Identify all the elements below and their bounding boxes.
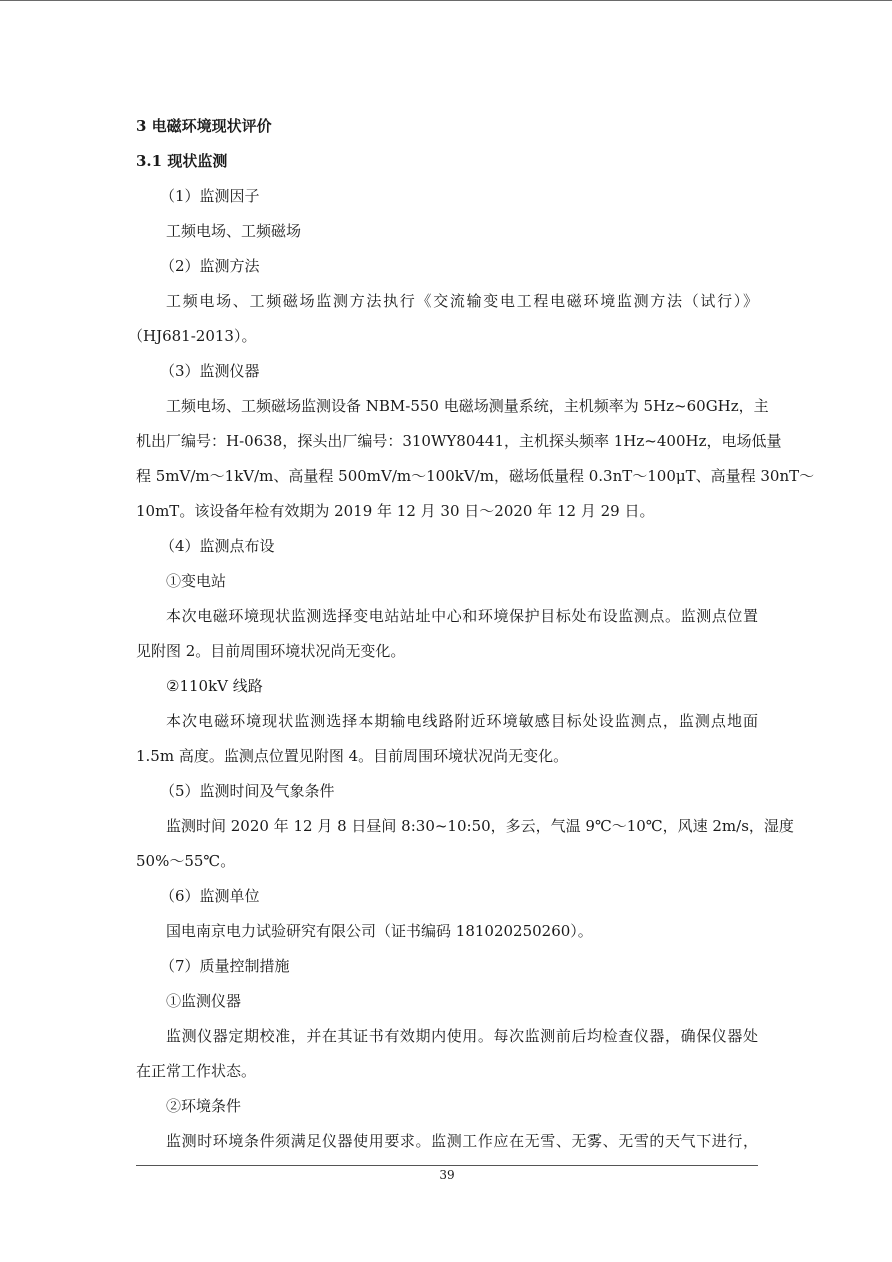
paragraph-line: （HJ681-2013）。	[128, 327, 257, 345]
sub-item-heading: ①变电站	[166, 572, 227, 590]
sub-item-heading: ①监测仪器	[166, 992, 242, 1010]
paragraph-line: 机出厂编号：H-0638，探头出厂编号：310WY80441，主机探头频率 1Hz~400Hz，电场低量	[136, 432, 782, 450]
item-heading-time: （5）监测时间及气象条件	[160, 782, 335, 800]
paragraph-line: 工频电场、工频磁场监测设备 NBM-550 电磁场测量系统，主机频率为 5Hz~60GHz，主	[166, 397, 769, 415]
item-heading-method: （2）监测方法	[160, 257, 260, 275]
paragraph-line: 程 5mV/m～1kV/m、高量程 500mV/m～100kV/m，磁场低量程 0.3nT～100μT、高量程 30nT～	[136, 467, 815, 485]
sub-item-heading: ②110kV 线路	[166, 677, 263, 695]
item-heading-quality: （7）质量控制措施	[160, 957, 290, 975]
paragraph-line: 工频电场、工频磁场	[166, 222, 302, 240]
paragraph-line: 10mT。该设备年检有效期为 2019 年 12 月 30 日～2020 年 12 月 29 日。	[136, 502, 655, 520]
paragraph-line: 国电南京电力试验研究有限公司（证书编码 181020250260）。	[166, 922, 593, 940]
section-heading: 3 电磁环境现状评价	[136, 117, 272, 135]
sub-item-heading: ②环境条件	[166, 1097, 242, 1115]
paragraph-line: 本次电磁环境现状监测选择本期输电线路附近环境敏感目标处设监测点，监测点地面	[166, 712, 758, 730]
page-number: 39	[439, 1168, 455, 1182]
paragraph-line: 50%～55℃。	[136, 852, 236, 870]
item-heading-points: （4）监测点布设	[160, 537, 275, 555]
paragraph-line: 1.5m 高度。监测点位置见附图 4。目前周围环境状况尚无变化。	[136, 747, 569, 765]
paragraph-line: 见附图 2。目前周围环境状况尚无变化。	[136, 642, 406, 660]
subsection-heading: 3.1 现状监测	[136, 152, 228, 170]
paragraph-line: 监测时环境条件须满足仪器使用要求。监测工作应在无雪、无雾、无雪的天气下进行，	[166, 1132, 758, 1150]
paragraph-line: 监测时间 2020 年 12 月 8 日昼间 8:30~10:50，多云，气温 9℃～10℃，风速 2m/s，湿度	[166, 817, 794, 835]
paragraph-line: 监测仪器定期校准，并在其证书有效期内使用。每次监测前后均检查仪器，确保仪器处	[166, 1027, 758, 1045]
item-heading-unit: （6）监测单位	[160, 887, 260, 905]
paragraph-line: 工频电场、工频磁场监测方法执行《交流输变电工程电磁环境监测方法（试行）》	[166, 292, 758, 310]
item-heading-instrument: （3）监测仪器	[160, 362, 260, 380]
paragraph-line: 本次电磁环境现状监测选择变电站站址中心和环境保护目标处布设监测点。监测点位置	[166, 607, 758, 625]
paragraph-line: 在正常工作状态。	[136, 1062, 257, 1080]
item-heading-factor: （1）监测因子	[160, 187, 260, 205]
